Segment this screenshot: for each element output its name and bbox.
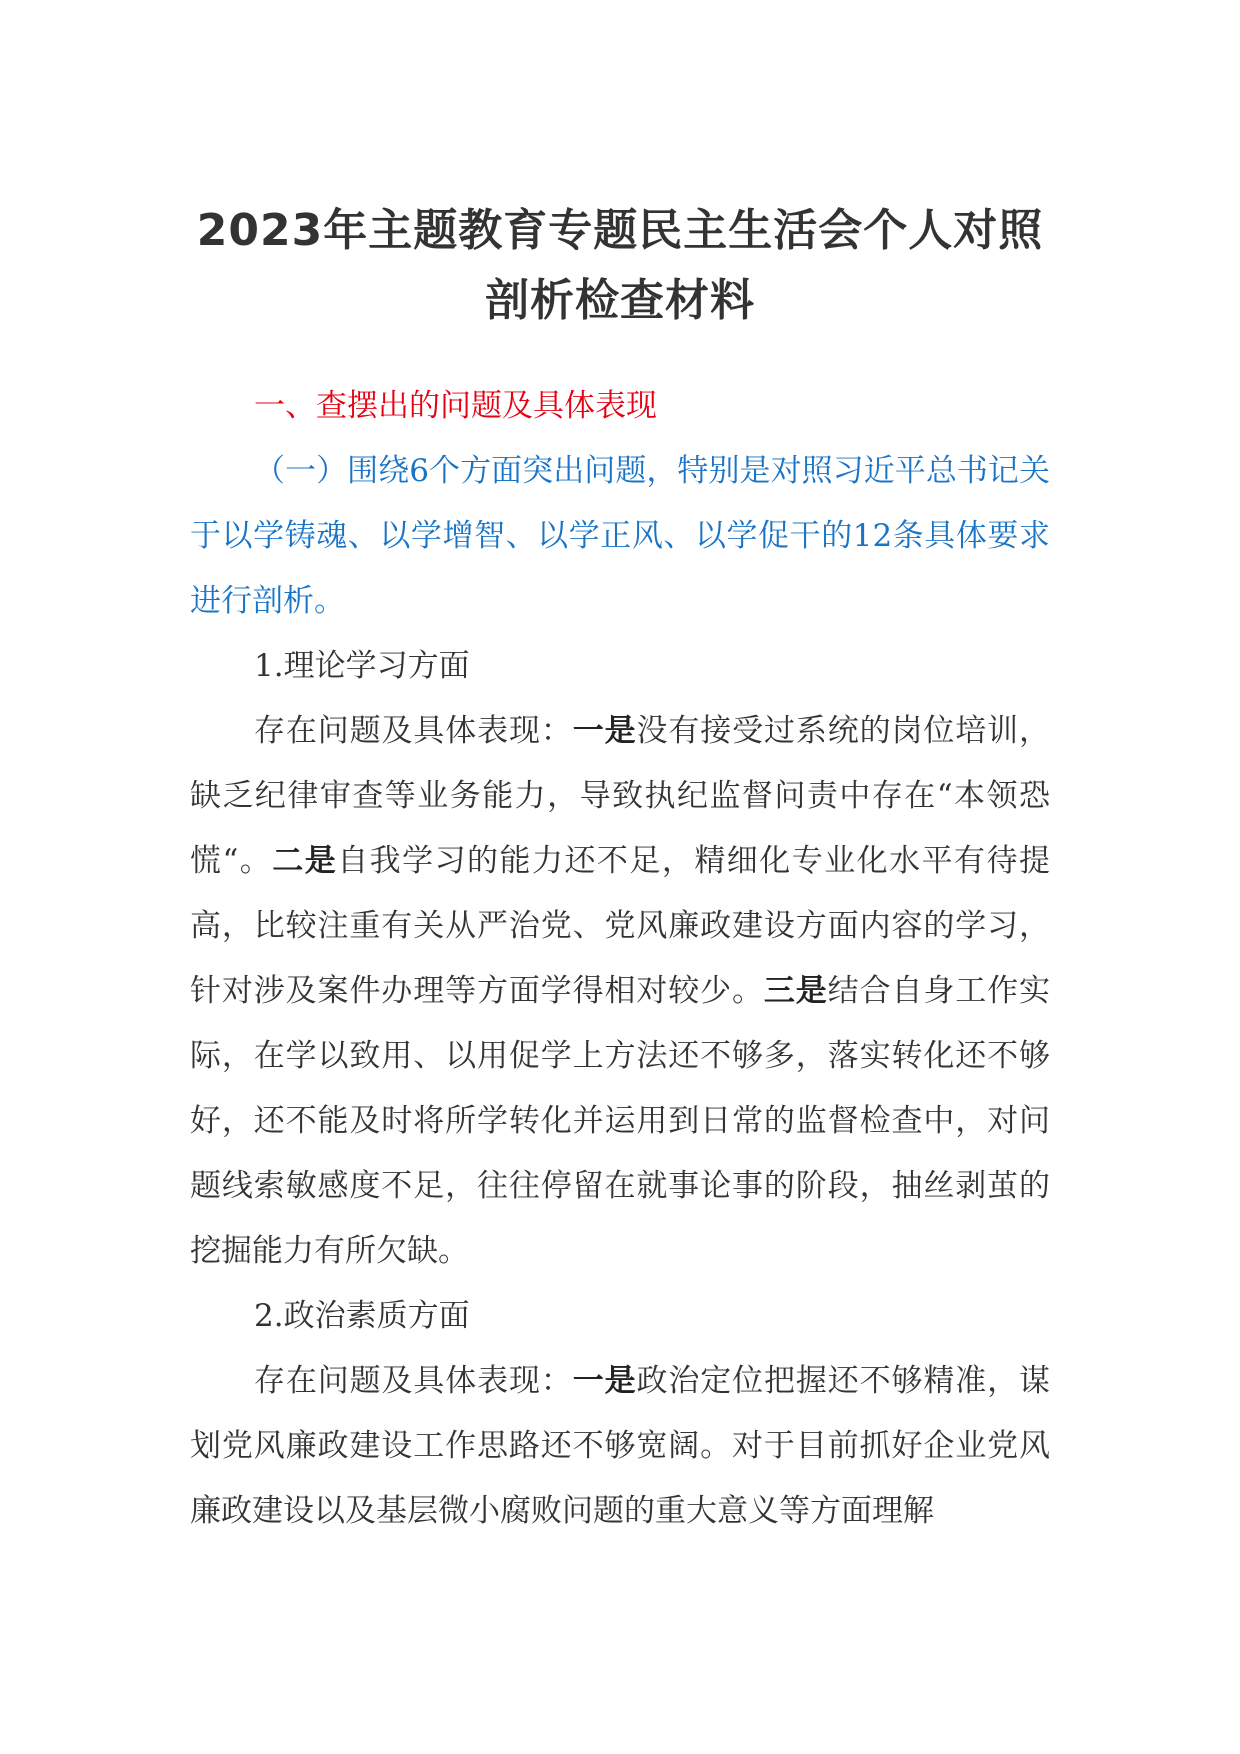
point-label: 二是	[272, 843, 338, 879]
item-paragraph-2	[190, 1349, 1050, 1544]
subsection-heading: （一）围绕6个方面突出问题，特别是对照习近平总书记关于以学铸魂、以学增智、以学正风、以学促干的12条具体要求进行剖析。	[190, 453, 1050, 619]
item-paragraph-1	[190, 699, 1050, 1284]
document-title	[190, 196, 1050, 336]
item-title-2: 2.政治素质方面	[254, 1298, 470, 1334]
title-line-1: 2023年主题教育专题民主生活会个人对照	[196, 205, 1044, 256]
point-text: 结合自身工作实际，在学以致用、以用促学上方法还不够多，落实转化还不够好，还不能及时将所学转化并运用到日常的监督检查中，对问题线索敏感度不足，往往停留在就事论事的阶段，抽丝剥茧的挖掘能力有所欠缺。	[190, 973, 1051, 1269]
document-content	[190, 196, 1050, 1544]
point-text: 没有接受过系统的岗位培训，缺乏纪律审查等业务能力，导致执纪监督问责中存在“本领恐慌“。	[190, 713, 1050, 879]
point-text: 政治定位把握还不够精准，谋划党风廉政建设工作思路还不够宽阔。对于目前抓好企业党风廉政建设以及基层微小腐败问题的重大意义等方面理解	[190, 1363, 1050, 1529]
item-title-1: 1.理论学习方面	[254, 648, 470, 684]
point-text: 自我学习的能力还不足，精细化专业化水平有待提高，比较注重有关从严治党、党风廉政建设方面内容的学习，针对涉及案件办理等方面学得相对较少。	[190, 843, 1050, 1009]
title-line-2: 剖析检查材料	[485, 275, 755, 326]
point-label: 一是	[572, 713, 637, 749]
intro-text: 存在问题及具体表现：	[254, 1363, 573, 1399]
intro-text: 存在问题及具体表现：	[254, 713, 573, 749]
section-heading-1: 一、查摆出的问题及具体表现	[254, 388, 657, 424]
point-label: 三是	[763, 973, 828, 1009]
point-label: 一是	[572, 1363, 637, 1399]
